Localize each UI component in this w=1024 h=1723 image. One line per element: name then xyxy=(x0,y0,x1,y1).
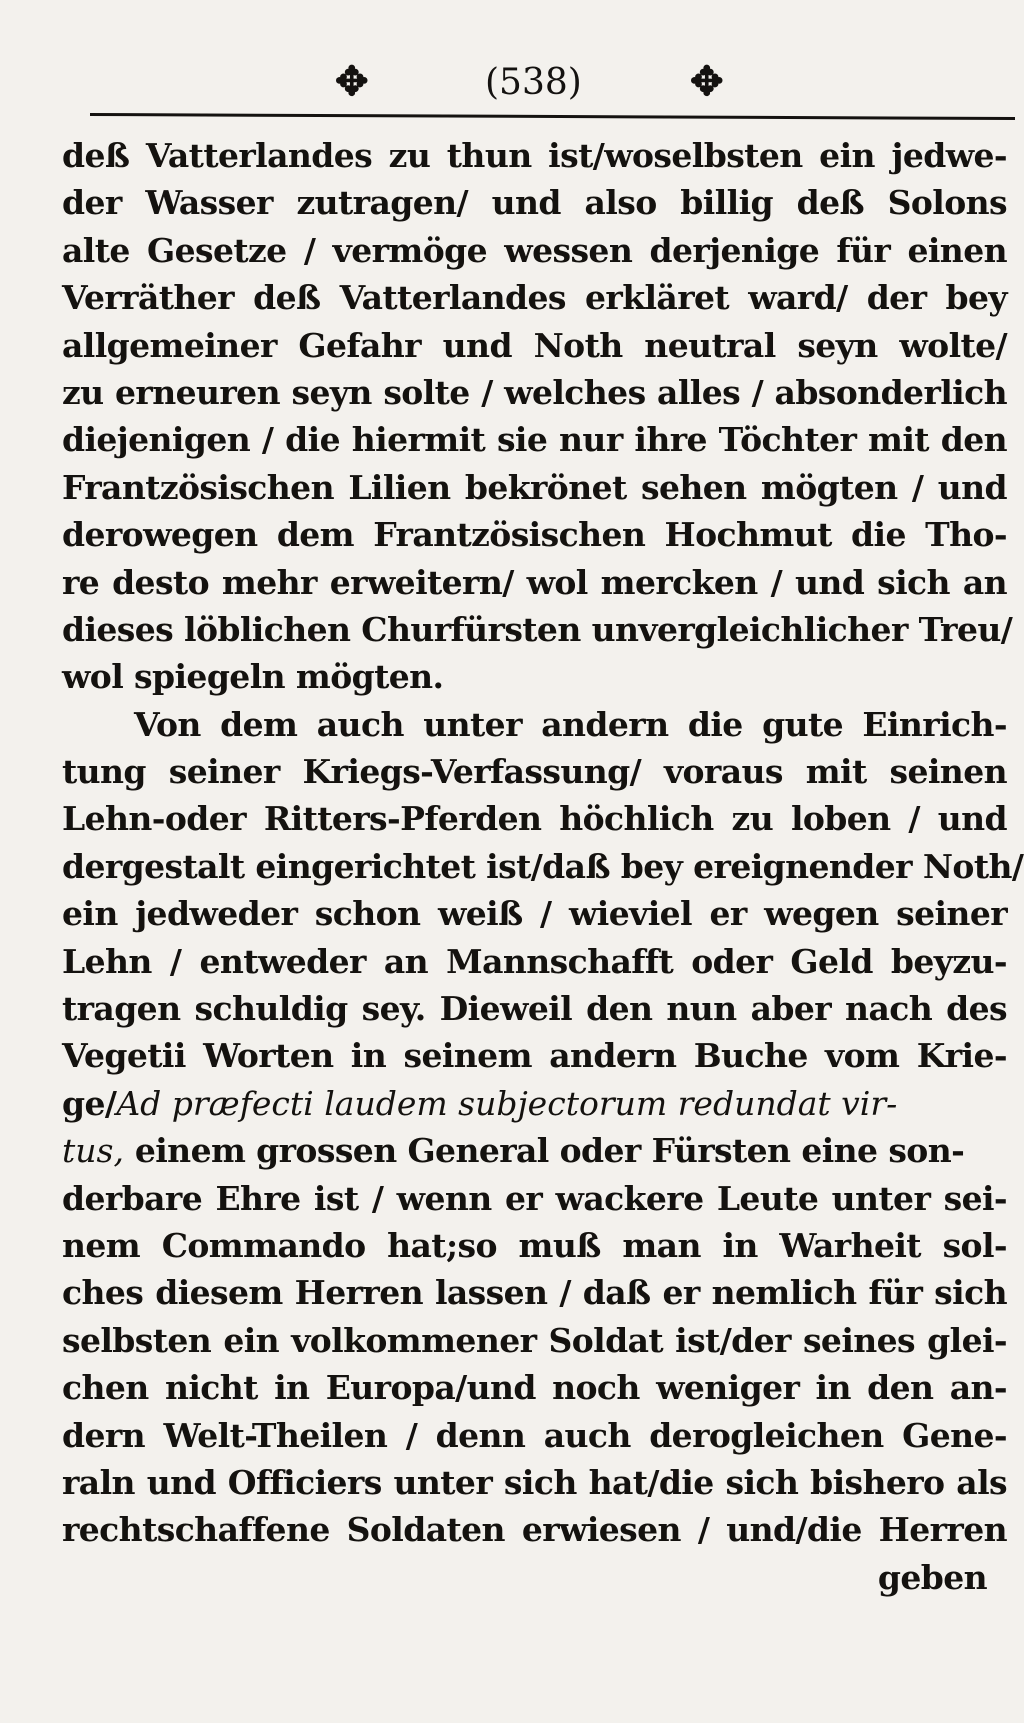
latin-quote: tus, xyxy=(62,1131,124,1171)
text-line: Von dem auch unter andern die gute Einrich- xyxy=(134,704,1007,744)
text-line xyxy=(62,1080,1007,1127)
page-header xyxy=(90,58,1010,118)
text-line: dieses löblichen Churfürsten unvergleichlicher Treu/ xyxy=(62,609,1013,649)
text-line: allgemeiner Gefahr und Noth neutral seyn wolte/ xyxy=(62,325,1007,365)
text-line: der Wasser zutragen/ und also billig deß Solons xyxy=(62,183,1007,223)
text-line: raln und Officiers unter sich hat/die sich bishero als xyxy=(62,1462,1007,1502)
body-text xyxy=(62,132,1024,1601)
text-line: dergestalt eingerichtet ist/daß bey ereignender Noth/ xyxy=(62,846,1024,886)
text-line: nem Commando hat;so muß man in Warheit sol- xyxy=(62,1225,1007,1265)
text-line: Lehn / entweder an Mannschafft oder Geld beyzu- xyxy=(62,941,1007,981)
text-line: Lehn-oder Ritters-Pferden höchlich zu loben / und xyxy=(62,799,1007,839)
ornament-right-icon: ✥ xyxy=(690,58,724,105)
text-line: tragen schuldig sey. Dieweil den nun aber nach des xyxy=(62,989,1007,1029)
text-line: selbsten ein volkommener Soldat ist/der seines glei- xyxy=(62,1320,1007,1360)
text-line: derbare Ehre ist / wenn er wackere Leute unter sei- xyxy=(62,1178,1007,1218)
text-line: zu erneuren seyn solte / welches alles / absonderlich xyxy=(62,372,1007,412)
page-number: (538) xyxy=(485,62,582,103)
text-line: Vegetii Worten in seinem andern Buche vom Krie- xyxy=(62,1036,1007,1076)
text-line: tung seiner Kriegs-Verfassung/ voraus mit seinen xyxy=(62,752,1007,792)
text-line: deß Vatterlandes zu thun ist/woselbsten ein jedwe- xyxy=(62,136,1007,175)
text-line: Frantzösischen Lilien bekrönet sehen mögten / und xyxy=(62,467,1007,507)
text-line: derowegen dem Frantzösischen Hochmut die Tho- xyxy=(62,515,1007,555)
catchword: geben xyxy=(877,1557,987,1597)
text-line: Verräther deß Vatterlandes erkläret ward/ der bey xyxy=(62,278,1007,318)
text-line: dern Welt-Theilen / denn auch derogleichen Gene- xyxy=(62,1415,1007,1455)
text-line: wol spiegeln mögten. xyxy=(62,657,444,697)
text-line: diejenigen / die hiermit sie nur ihre Töchter mit den xyxy=(62,420,1007,460)
latin-quote: Ad præfecti laudem subjectorum redundat vir- xyxy=(116,1083,898,1123)
text-line: chen nicht in Europa/und noch weniger in den an- xyxy=(62,1368,1007,1408)
text-line: ein jedweder schon weiß / wieviel er wegen seiner xyxy=(62,894,1007,934)
text-fragment: einem grossen General oder Fürsten eine son- xyxy=(123,1131,965,1171)
text-line: re desto mehr erweitern/ wol mercken / und sich an xyxy=(62,562,1007,602)
text-line: ches diesem Herren lassen / daß er nemlich für sich xyxy=(62,1273,1007,1313)
ornament-left-icon: ✥ xyxy=(335,58,369,105)
text-fragment: ge/ xyxy=(62,1083,117,1123)
text-line: rechtschaffene Soldaten erwiesen / und/die Herren xyxy=(62,1510,1007,1550)
text-line: alte Gesetze / vermöge wessen derjenige für einen xyxy=(62,230,1007,270)
text-line xyxy=(62,1127,1007,1174)
